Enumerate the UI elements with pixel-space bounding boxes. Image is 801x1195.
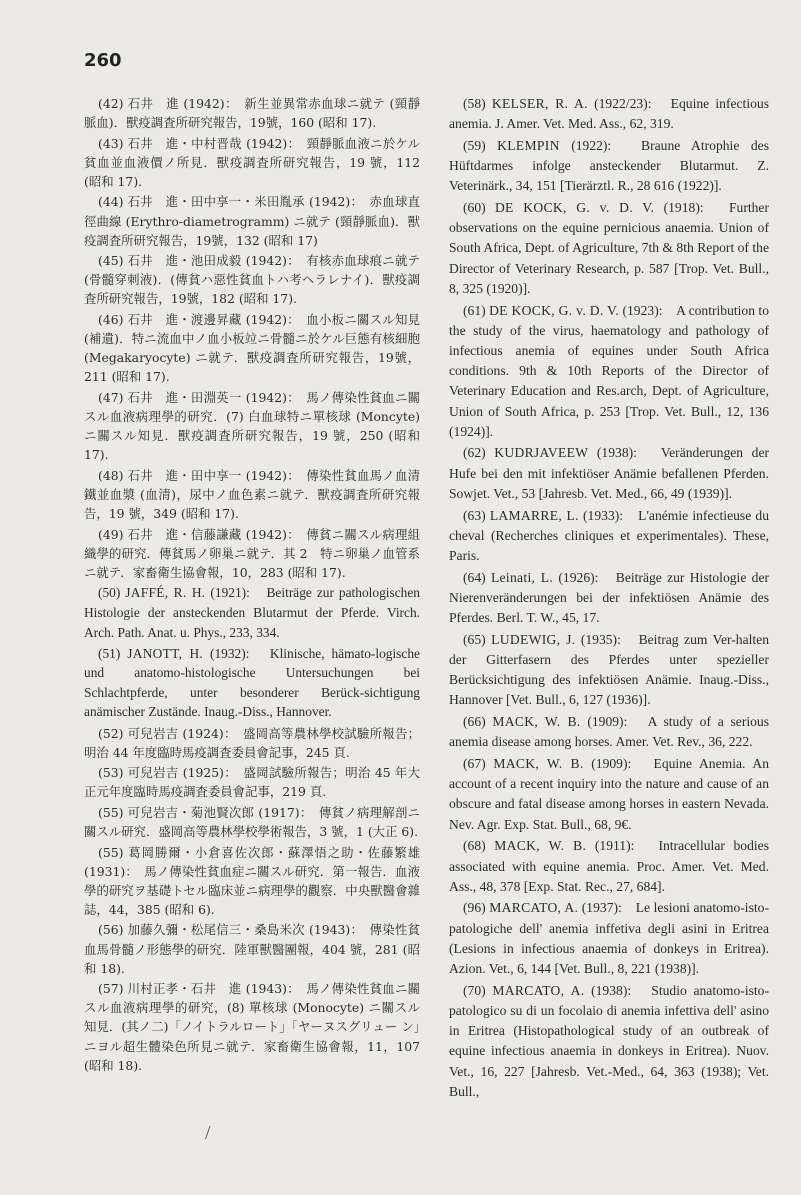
reference-number: (49) xyxy=(98,526,124,542)
reference-author: JANOTT, H. xyxy=(127,645,204,661)
reference-text: 川村正孝・石井 進 (1943)： 馬ノ傳染性貧血ニ關スル血液病理學的研究，(8) 單核球 (Monocyte) ニ關スル知見．(其ノ二)「ノイトラルロート」「ヤーヌスグリュー ン」ニヨル超生體染色所見ニ就テ．家畜衛生協會報，11，107 (昭和 18). xyxy=(84,981,420,1073)
reference-entry xyxy=(449,712,769,752)
reference-entry xyxy=(84,763,420,801)
reference-text: 石井 進 (1942)： 新生並異常赤血球ニ就テ (頸靜脈血)．獸疫調査所研究報告，19號，160 (昭和 17). xyxy=(84,96,420,131)
page-number: 260 xyxy=(84,50,122,71)
reference-entry xyxy=(84,920,420,977)
reference-entry xyxy=(449,198,769,299)
reference-text: (1933): L'anémie infectieuse du cheval (Recherches cliniques et experimentales). These, Paris. xyxy=(449,507,769,563)
reference-text: 可兒岩吉・菊池賢次郎 (1917)： 傳貧ノ病理解剖ニ關スル研究．盛岡高等農林學校學術報告，3 號，1 (大正 6). xyxy=(84,804,420,839)
reference-text: (1926): Beiträge zur Histologie der Nierenveränderungen bei der infektiösen Anämie des Pferdes. Berl. T. W., 45, 17. xyxy=(449,569,770,626)
margin-mark: / xyxy=(205,1122,211,1144)
reference-number: (70) xyxy=(463,982,486,998)
reference-text: (1935): Beitrag zum Ver-halten der Gitterfasern des Pferdes unter spezieller Berücksichtigung des infektiösen Anämie. Inaug.-Diss., Hannover [Vet. Bull., 6, 127 (1936)]. xyxy=(449,631,769,708)
reference-number: (46) xyxy=(98,312,124,328)
reference-author: DE KOCK, G. v. D. V. xyxy=(489,302,620,318)
reference-number: (52) xyxy=(98,725,124,741)
reference-number: (67) xyxy=(463,756,486,771)
reference-text: (1938): Veränderungen der Hufe bei den mit infektiöser Anämie befallenen Pferden. Sowjet. Vet., 53 [Jahresb. Vet. Med., 66, 49 (1939)]. xyxy=(449,445,770,501)
reference-text: 可兒岩吉 (1925)： 盛岡試驗所報告；明治 45 年大正元年度臨時馬疫調査委員會記事，219 頁. xyxy=(84,765,420,800)
reference-entry xyxy=(449,568,769,629)
reference-number: (66) xyxy=(463,714,486,730)
reference-text: 石井 進・池田成毅 (1942)： 有核赤血球痕ニ就テ (骨髓穿刺液)．(傳貧ハ惡性貧血トハ考ヘラレナイ)．獸疫調査所研究報告，19號，182 (昭和 17). xyxy=(84,253,420,307)
reference-number: (58) xyxy=(463,96,486,111)
reference-entry xyxy=(449,506,769,567)
reference-number: (47) xyxy=(98,389,124,405)
reference-number: (61) xyxy=(463,302,486,318)
reference-entry xyxy=(84,192,420,249)
reference-number: (55) xyxy=(98,844,124,860)
reference-author: LUDEWIG, J. xyxy=(491,631,576,647)
reference-author: JAFFÉ, R. H. xyxy=(125,585,206,601)
reference-number: (50) xyxy=(98,585,121,601)
reference-entry xyxy=(84,843,420,919)
reference-number: (68) xyxy=(463,838,486,854)
reference-number: (43) xyxy=(98,135,124,151)
reference-text: 石井 進・中村晋哉 (1942)： 頸靜脈血液ニ於ケル貧血並血液價ノ所見．獸疫調査所研究報告，19 號，112 (昭和 17). xyxy=(84,135,420,189)
reference-text: 石井 進・田淵英一 (1942)： 馬ノ傳染性貧血ニ關スル血液病理學的研究．(7) 白血球特ニ單核球 (Moncyte) ニ關スル知見．獸疫調査所研究報告，19 號，250 (昭和 17). xyxy=(84,389,420,463)
reference-entry xyxy=(84,310,420,386)
reference-text: 石井 進・渡邊昇藏 (1942)： 血小板ニ關スル知見 (補遺)．特ニ流血中ノ血小板竝ニ骨髓ニ於ケル巨態有核細胞 (Megakaryocyte) ニ就テ．獸疫調査所研究報告，19號，211 (昭和 17). xyxy=(84,312,420,385)
reference-entry xyxy=(84,803,420,841)
reference-text: (1918): Further observations on the equine pernicious anaemia. Union of South Africa, Dept. of Agriculture, 7th & 8th Report of the Director of Veterinary Research, p. 587 [Trop. Vet. Bull., 8, 325 (1920)]. xyxy=(449,200,769,296)
reference-number: (45) xyxy=(98,253,124,269)
reference-text: 石井 進・田中享一 (1942)： 傳染性貧血馬ノ血清鐵並血漿 (血清)，尿中ノ血色素ニ就テ．獸疫調査所研究報告，19 號，349 (昭和 17). xyxy=(84,467,420,521)
reference-author: KELSER, R. A. xyxy=(491,96,588,111)
reference-entry xyxy=(449,136,769,197)
reference-entry xyxy=(84,525,420,582)
reference-author: Leinati, L. xyxy=(490,569,554,585)
reference-number: (44) xyxy=(98,194,124,210)
reference-entry xyxy=(84,583,420,642)
right-column xyxy=(449,94,769,1103)
reference-author: MARCATO, A. xyxy=(492,982,585,998)
reference-author: KLEMPIN xyxy=(497,137,560,153)
reference-text: (1923): A contribution to the study of the virus, haematology and pathology of infectious anemia of equines under South Africa conditions. 9th & 10th Reports of the Director of Veterinary Education and Res.arch, Dept. of Agriculture, Union of South Africa, p. 253 [Trop. Vet. Bull., 12, 136 (1924)]. xyxy=(449,302,769,439)
reference-author: MACK, W. B. xyxy=(493,756,584,771)
reference-number: (65) xyxy=(463,631,486,647)
reference-number: (51) xyxy=(98,645,121,661)
reference-entry xyxy=(449,443,769,504)
reference-number: (57) xyxy=(98,981,124,997)
reference-number: (62) xyxy=(463,445,486,461)
reference-text: 石井 進・信藤謙藏 (1942)： 傳貧ニ關スル病理組織學的研究．傳貧馬ノ卵巢ニ就テ．其 2 特ニ卵巢ノ血管系ニ就テ．家畜衛生協會報，10，283 (昭和 17). xyxy=(84,526,420,580)
reference-entry xyxy=(84,388,420,464)
reference-text: 加藤久彌・松尾信三・桑島米次 (1943)： 傳染性貧血馬骨髓ノ形態學的研究．陸軍獸醫團報，404 號，281 (昭和 18). xyxy=(84,922,420,976)
reference-entry xyxy=(84,644,420,722)
reference-entry xyxy=(84,979,420,1074)
reference-entry xyxy=(449,898,769,979)
reference-author: LAMARRE, L. xyxy=(489,507,579,523)
reference-number: (55) xyxy=(98,804,124,820)
reference-entry xyxy=(449,301,769,442)
reference-number: (96) xyxy=(463,900,486,916)
reference-entry xyxy=(449,94,769,134)
reference-text: (1937): Le lesioni anatomo-isto-patologiche dell' anemia inffetiva degli asini in Eritrea (Lesions in infectious anaemia of donkeys in Eritrea). Azion. Vet., 6, 144 [Vet. Bull., 8, 221 (1938)]. xyxy=(449,900,769,977)
reference-author: MACK, W. B. xyxy=(494,838,587,854)
reference-text: (1922/23): Equine infectious anemia. J. Amer. Vet. Med. Ass., 62, 319. xyxy=(449,96,769,132)
reference-number: (64) xyxy=(463,569,486,585)
reference-text: 葛岡勝爾・小倉喜佐次郎・蘇澤悟之助・佐藤繁雄 (1931)： 馬ノ傳染性貧血症ニ關スル研究．第一報告．血液學的研究ヲ基礎トセル臨床並ニ病理學的觀察．中央獸醫會雜誌，44，385 (昭和 6). xyxy=(84,844,420,917)
reference-text: (1921): Beiträge zur pathologischen Histologie der ansteckenden Blutarmut der Pferde. Virch. Arch. Path. Anat. u. Phys., 233, 334. xyxy=(84,585,420,640)
reference-author: MACK, W. B. xyxy=(492,714,581,730)
reference-number: (60) xyxy=(463,200,486,216)
reference-entry xyxy=(84,466,420,523)
reference-author: DE KOCK, G. v. D. V. xyxy=(494,200,655,216)
reference-number: (59) xyxy=(463,137,486,153)
reference-entry xyxy=(84,134,420,191)
reference-number: (56) xyxy=(98,922,124,938)
reference-text: (1932): Klinische, hämato-logische und anatomo-histologische Untersuchungen bei Schlachtpferde, unter besonderer Berück-sichtigung anämischer Zustände. Inaug.-Diss., Hannover. xyxy=(84,645,420,720)
reference-entry xyxy=(449,836,769,897)
reference-author: MARCATO, A. xyxy=(489,900,579,916)
reference-entry xyxy=(449,630,769,711)
reference-text: (1909): Equine Anemia. An account of a recent inquiry into the nature and cause of an obscure and fatal disease among horses in eastern Nevada. Nev. Agr. Exp. Stat. Bull., 68, 9€. xyxy=(449,756,770,832)
reference-number: (42) xyxy=(98,96,124,111)
reference-text: (1909): A study of a serious anemia disease among horses. Amer. Vet. Rev., 36, 222. xyxy=(449,714,770,750)
reference-entry xyxy=(449,981,769,1102)
reference-entry xyxy=(84,94,420,132)
reference-entry xyxy=(449,754,769,835)
reference-text: 可兒岩吉 (1924)： 盛岡高等農林學校試驗所報告；明治 44 年度臨時馬疫調査委員會記事，245 頁. xyxy=(84,725,420,760)
left-column xyxy=(84,94,420,1076)
reference-number: (48) xyxy=(98,467,124,483)
reference-text: 石井 進・田中享一・米田胤承 (1942)： 赤血球直徑曲線 (Erythro-diametrogramm) ニ就テ (頸靜脈血)．獸疫調査所研究報告，19號，132 (昭和 17) xyxy=(84,194,420,248)
reference-text: (1938): Studio anatomo-isto-patologico su di un focolaio di anemia infettiva dell' asino in Eritrea (Histopathological study of an outbreak of equine infectious anaemia in donkeys in Eritrea). Nuov. Vet., 16, 227 [Jahresb. Vet.-Med., 64, 363 (1938); Vet. Bull., xyxy=(449,982,769,1099)
reference-text: (1922): Braune Atrophie des Hüftdarmes infolge ansteckender Blutarmut. Z. Veterinärk., 34, 151 [Tierärztl. R., 28 616 (1922)]. xyxy=(449,137,769,194)
reference-text: (1911): Intracellular bodies associated with equine anemia. Proc. Amer. Vet. Med. Ass., 48, 378 [Exp. Stat. Rec., 27, 684]. xyxy=(449,838,769,894)
reference-number: (53) xyxy=(98,765,124,781)
reference-entry xyxy=(84,251,420,308)
reference-author: KUDRJAVEEW xyxy=(494,445,589,461)
reference-entry xyxy=(84,724,420,762)
reference-number: (63) xyxy=(463,507,486,523)
